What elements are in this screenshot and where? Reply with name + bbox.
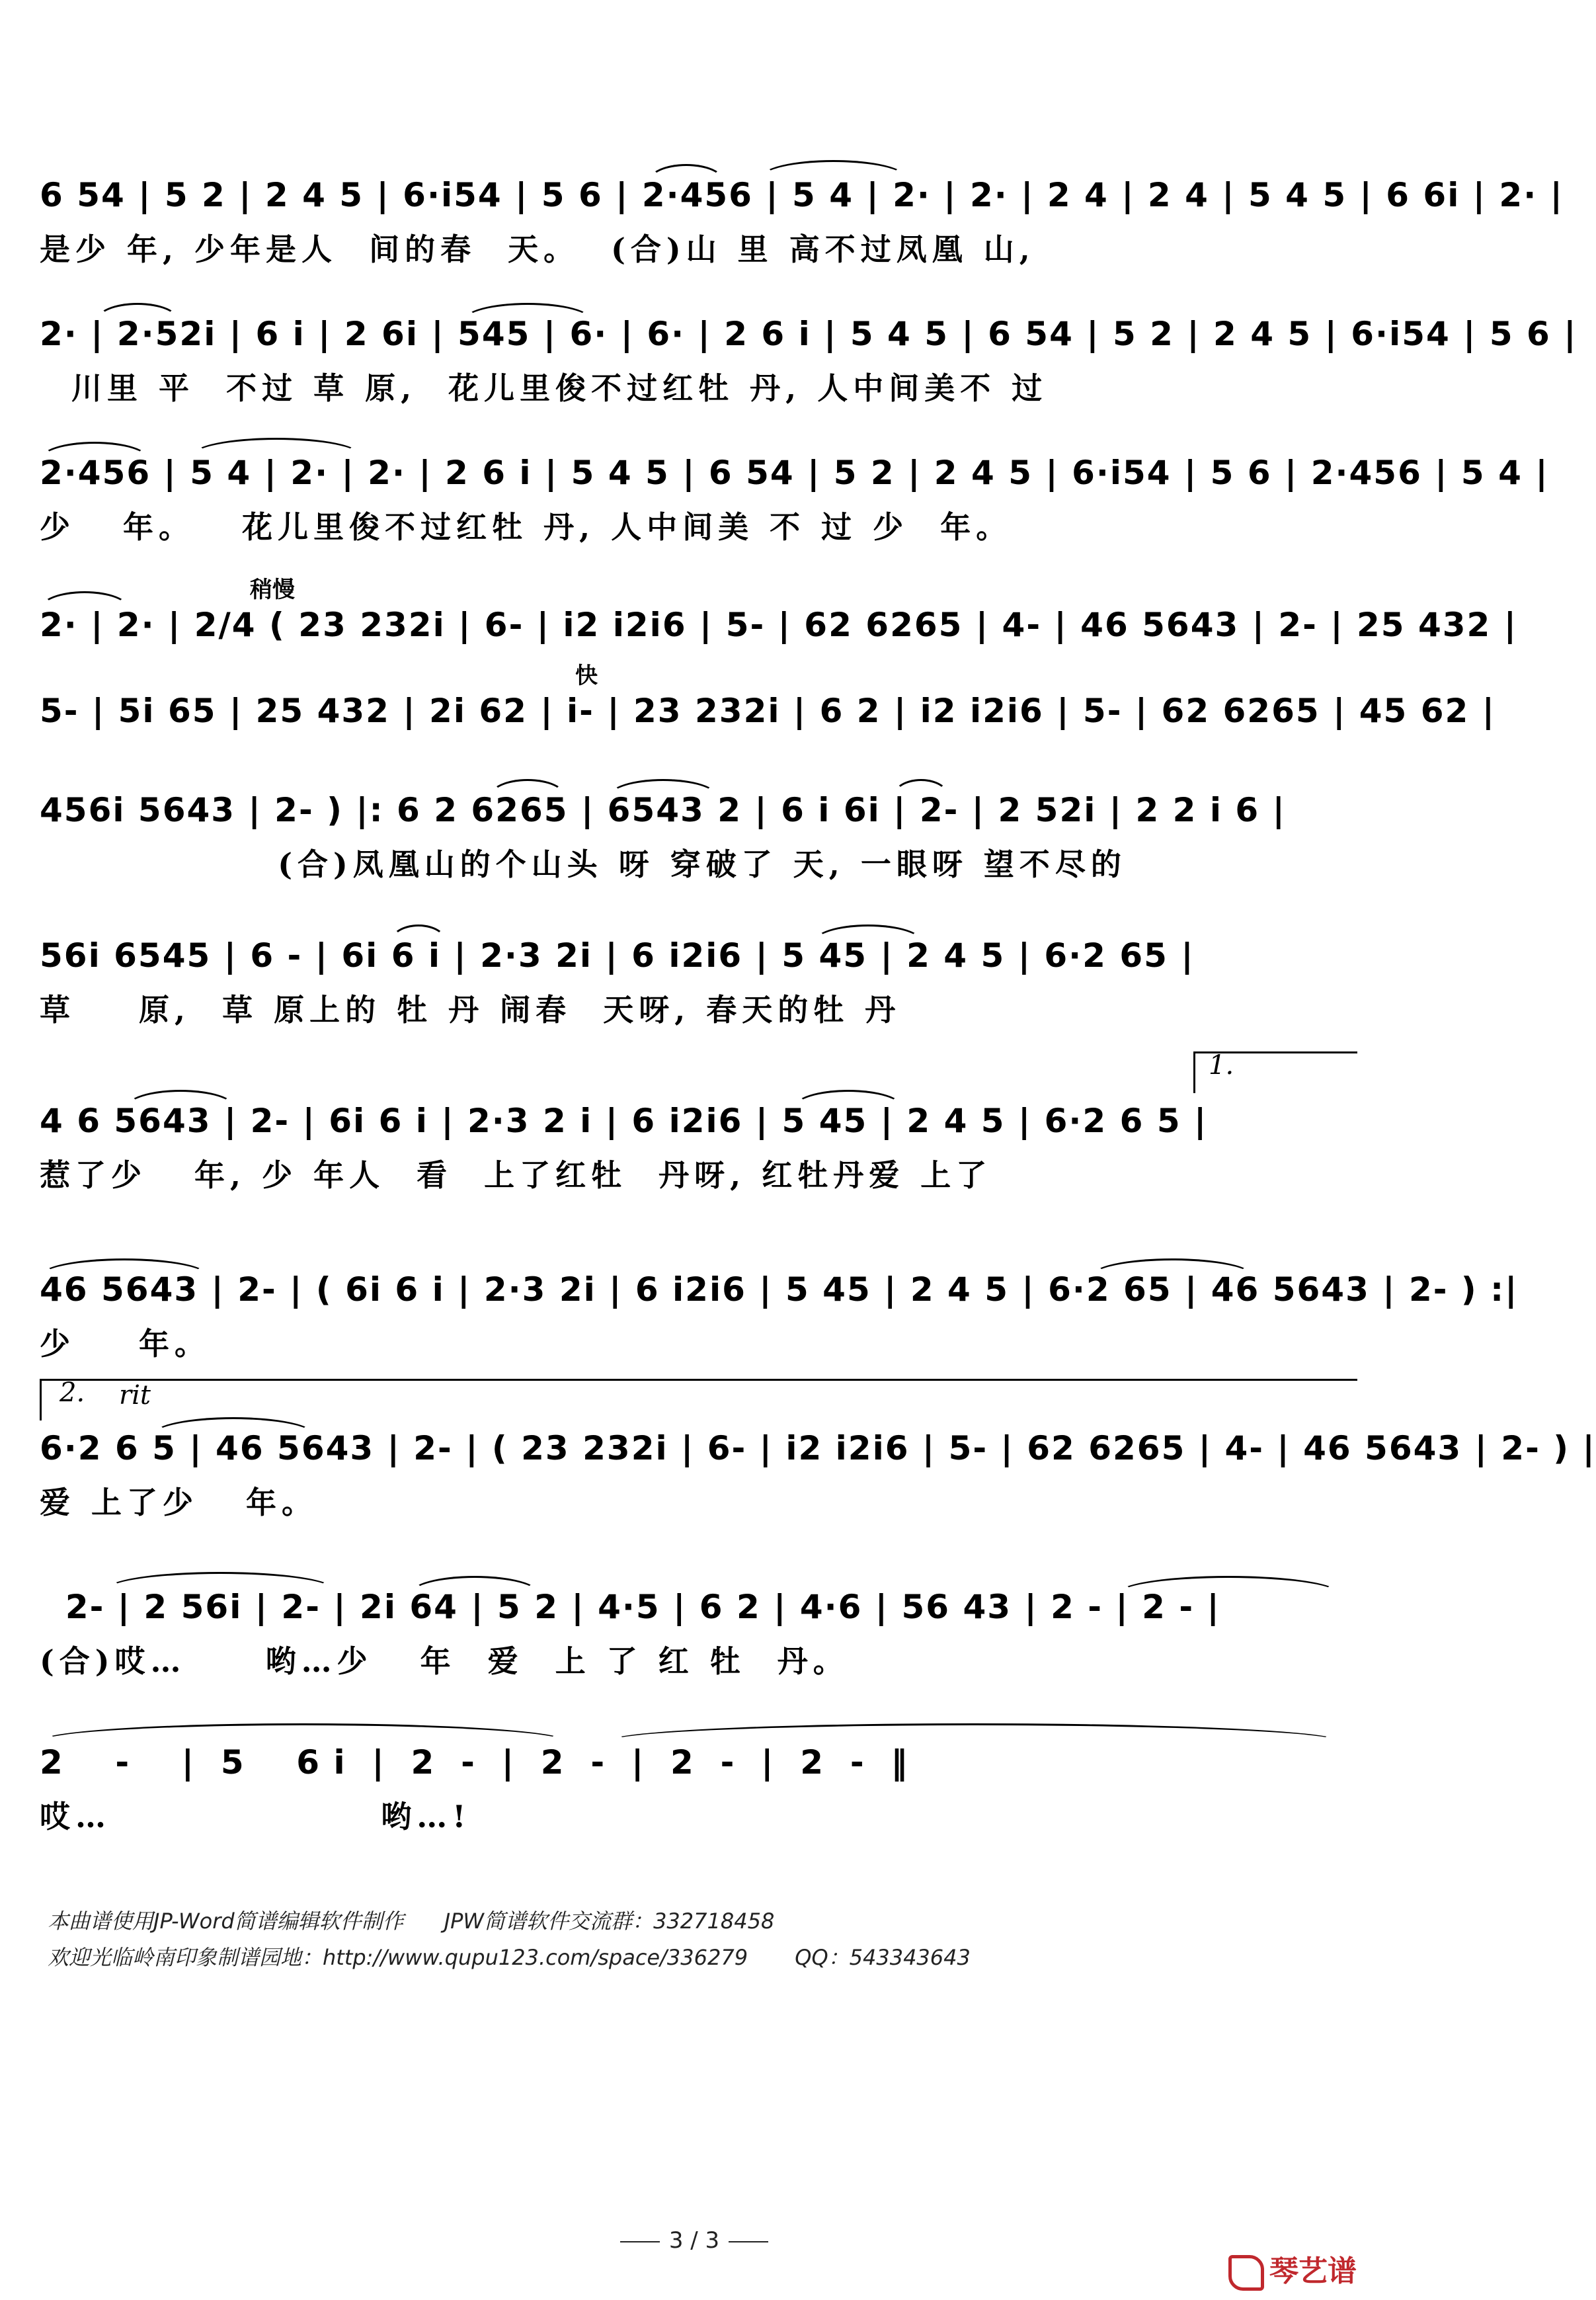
logo-icon bbox=[1228, 2255, 1264, 2291]
lyrics-line: 哎… 哟…! bbox=[40, 1799, 471, 1834]
notes-line: 46 5643 | 2- | ( 6i 6 i | 2·3 2i | 6 i2i6 | 5 45 | 2 4 5 | 6·2 65 | 46 5643 | 2- ) :| bbox=[40, 1270, 1519, 1309]
lyrics-line: (合)哎… 哟…少 年 爱 上 了 红 牡 丹。 bbox=[40, 1643, 849, 1679]
notes-line: 5- | 5i 65 | 25 432 | 2i 62 | i- | 23 232i | 6 2 | i2 i2i6 | 5- | 62 6265 | 45 62 | bbox=[40, 692, 1496, 730]
notes-line: 4 6 5643 | 2- | 6i 6 i | 2·3 2 i | 6 i2i6 | 5 45 | 2 4 5 | 6·2 6 5 | bbox=[40, 1102, 1208, 1140]
footer-website-line: 欢迎光临岭南印象制谱园地：http://www.qupu123.com/space/336279 QQ：543343643 bbox=[48, 1945, 971, 1970]
logo-text: 琴艺谱 bbox=[1269, 2254, 1357, 2288]
volta-label-1: 1. bbox=[1209, 1050, 1234, 1081]
lyrics-line: 是少 年, 少年是人 间的春 天。 (合)山 里 高不过凤凰 山, bbox=[40, 231, 1035, 267]
notes-line: 6·2 6 5 | 46 5643 | 2- | ( 23 232i | 6- | i2 i2i6 | 5- | 62 6265 | 4- | 46 5643 | 2- ) | bbox=[40, 1429, 1596, 1467]
volta-label-2: 2. bbox=[60, 1377, 85, 1408]
notes-line: 2 - | 5 6 i | 2 - | 2 - | 2 - | 2 - ‖ bbox=[40, 1743, 909, 1782]
notes-line: 2- | 2 56i | 2- | 2i 64 | 5 2 | 4·5 | 6 2 | 4·6 | 56 43 | 2 - | 2 - | bbox=[40, 1588, 1220, 1626]
notes-line: 2·456 | 5 4 | 2· | 2· | 2 6 i | 5 4 5 | 6 54 | 5 2 | 2 4 5 | 6·i54 | 5 6 | 2·456 | 5 4 | bbox=[40, 454, 1549, 492]
lyrics-line: 川里 平 不过 草 原, 花儿里俊不过红牡 丹, 人中间美不 过 bbox=[40, 370, 1048, 406]
notes-line: 56i 6545 | 6 - | 6i 6 i | 2·3 2i | 6 i2i6 | 5 45 | 2 4 5 | 6·2 65 | bbox=[40, 936, 1195, 975]
notes-line: 456i 5643 | 2- ) |: 6 2 6265 | 6543 2 | 6 i 6i | 2- | 2 52i | 2 2 i 6 | bbox=[40, 791, 1286, 829]
site-logo bbox=[1228, 2247, 1374, 2287]
lyrics-line: 爱 上了少 年。 bbox=[40, 1485, 318, 1520]
tempo-marking-slow: 稍慢 bbox=[250, 577, 295, 603]
notes-line: 6 54 | 5 2 | 2 4 5 | 6·i54 | 5 6 | 2·456 | 5 4 | 2· | 2· | 2 4 | 2 4 | 5 4 5 | 6 6i | 2· | bbox=[40, 176, 1564, 214]
lyrics-line: (合)凤凰山的个山头 呀 穿破了 天, 一眼呀 望不尽的 bbox=[40, 846, 1127, 882]
ritardando-marking: rit bbox=[119, 1380, 151, 1411]
notes-line: 2· | 2· | 2/4 ( 23 232i | 6- | i2 i2i6 | 5- | 62 6265 | 4- | 46 5643 | 2- | 25 432 | bbox=[40, 606, 1518, 644]
volta-bracket-2 bbox=[40, 1379, 1357, 1420]
lyrics-line: 少 年。 花儿里俊不过红牡 丹, 人中间美 不 过 少 年。 bbox=[40, 509, 1012, 545]
page-number-text: 3 / 3 bbox=[668, 2227, 720, 2254]
notes-line: 2· | 2·52i | 6 i | 2 6i | 545 | 6· | 6· | 2 6 i | 5 4 5 | 6 54 | 5 2 | 2 4 5 | 6·i54 | 5 6 | bbox=[40, 315, 1577, 353]
footer-credit-line: 本曲谱使用JP-Word简谱编辑软件制作 JPW简谱软件交流群：332718458 bbox=[48, 1909, 775, 1934]
page-number bbox=[0, 2227, 1388, 2254]
lyrics-line: 少 年。 bbox=[40, 1326, 211, 1362]
lyrics-line: 草 原, 草 原上的 牡 丹 闹春 天呀, 春天的牡 丹 bbox=[40, 992, 901, 1028]
lyrics-line: 惹了少 年, 少 年人 看 上了红牡 丹呀, 红牡丹爱 上了 bbox=[40, 1157, 992, 1193]
tempo-marking-fast: 快 bbox=[575, 663, 598, 689]
